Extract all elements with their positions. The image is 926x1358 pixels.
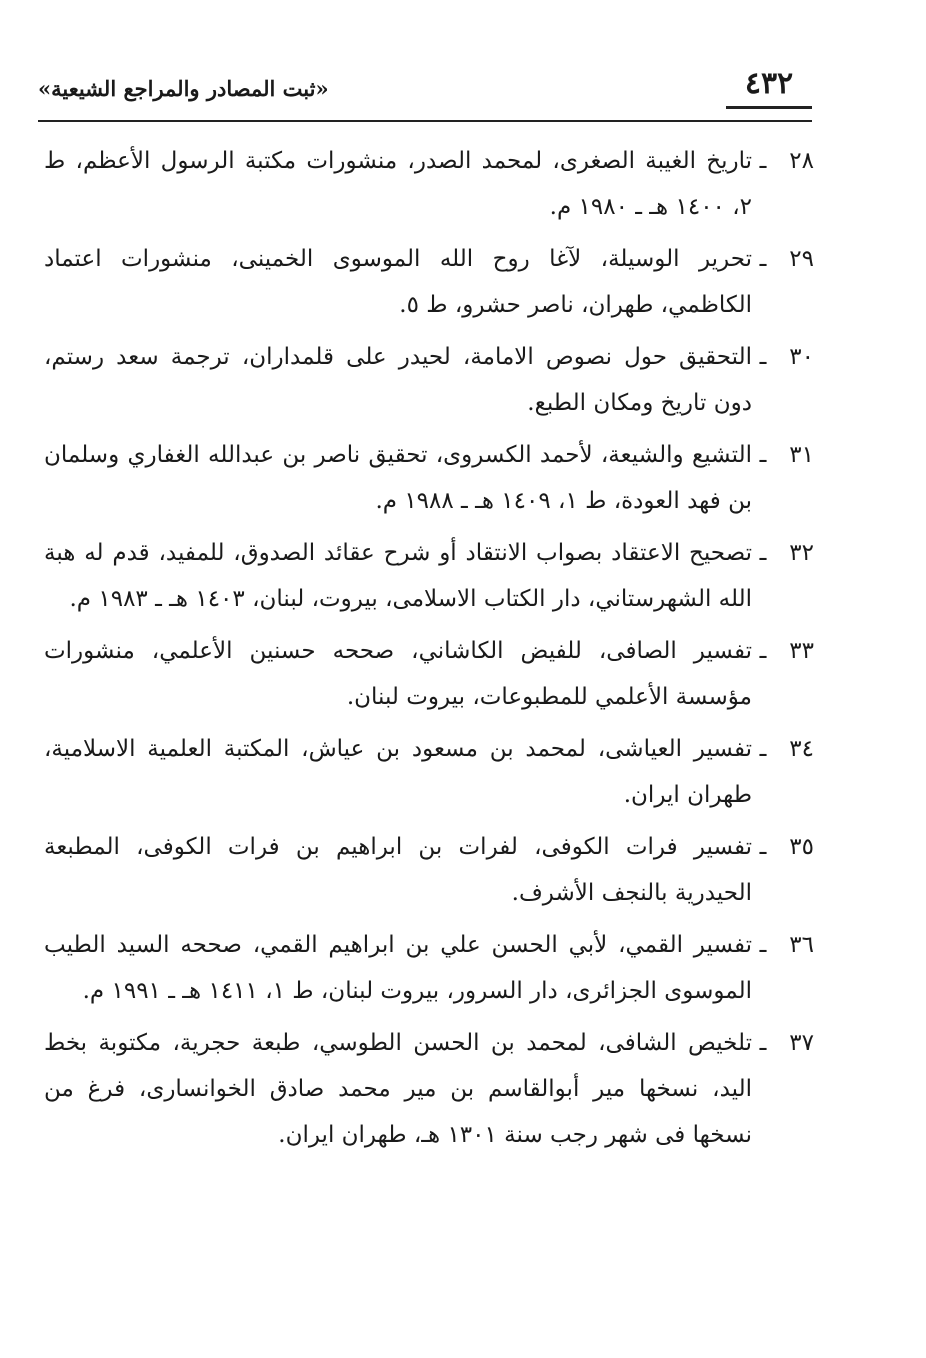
entry-dash: ـ bbox=[759, 1030, 767, 1056]
entry-dash: ـ bbox=[759, 344, 767, 370]
entry-dash: ـ bbox=[759, 736, 767, 762]
bibliography-entry bbox=[44, 138, 814, 230]
entry-number: ٣٥ bbox=[789, 834, 814, 860]
entry-text: تفسير الصافى، للفيض الكاشاني، صححه حسنين الأعلمي، منشورات مؤسسة الأعلمي للمطبوعات، بيروت لبنان. bbox=[44, 638, 752, 710]
entry-text: التشيع والشيعة، لأحمد الكسروى، تحقيق ناصر بن عبدالله الغفاري وسلمان بن فهد العودة، ط ١، ١٤٠٩ هـ ـ ١٩٨٨ م. bbox=[44, 442, 752, 514]
bibliography-entry bbox=[44, 922, 814, 1014]
entry-number: ٢٨ bbox=[789, 148, 814, 174]
entry-number: ٣٣ bbox=[789, 638, 814, 664]
entry-text: تفسير العياشى، لمحمد بن مسعود بن عياش، المكتبة العلمية الاسلامية، طهران ايران. bbox=[44, 736, 752, 808]
entry-dash: ـ bbox=[759, 834, 767, 860]
entry-number: ٣٧ bbox=[789, 1030, 814, 1056]
entry-text: تحرير الوسيلة، لآغا روح الله الموسوى الخمينى، منشورات اعتماد الكاظمي، طهران، ناصر حشرو، ط ٥. bbox=[44, 246, 752, 318]
entry-dash: ـ bbox=[759, 932, 767, 958]
bibliography-entry bbox=[44, 628, 814, 720]
bibliography-entry bbox=[44, 236, 814, 328]
entry-dash: ـ bbox=[759, 246, 767, 272]
entry-number: ٣٦ bbox=[789, 932, 814, 958]
page-number-underline bbox=[726, 106, 812, 109]
entry-number: ٢٩ bbox=[789, 246, 814, 272]
entry-dash: ـ bbox=[759, 540, 767, 566]
entry-text: تاريخ الغيبة الصغرى، لمحمد الصدر، منشورات مكتبة الرسول الأعظم، ط ٢، ١٤٠٠ هـ ـ ١٩٨٠ م. bbox=[44, 148, 752, 220]
bibliography-entry bbox=[44, 334, 814, 426]
page-header bbox=[38, 64, 812, 114]
entry-number: ٣٤ bbox=[789, 736, 814, 762]
bibliography-entry bbox=[44, 726, 814, 818]
entry-number: ٣٢ bbox=[789, 540, 814, 566]
bibliography-entry bbox=[44, 1020, 814, 1158]
entry-text: تفسير فرات الكوفى، لفرات بن ابراهيم بن فرات الكوفى، المطبعة الحيدرية بالنجف الأشرف. bbox=[44, 834, 752, 906]
entry-dash: ـ bbox=[759, 148, 767, 174]
entry-text: تصحيح الاعتقاد بصواب الانتقاد أو شرح عقائد الصدوق، للمفيد، قدم له هبة الله الشهرستاني، دار الكتاب الاسلامى، بيروت، لبنان، ١٤٠٣ هـ ـ ١٩٨٣ م. bbox=[44, 540, 752, 612]
entry-text: تلخيص الشافى، لمحمد بن الحسن الطوسي، طبعة حجرية، مكتوبة بخط اليد، نسخها مير أبوالقاسم بن مير محمد صادق الخوانسارى، فرغ من نسخها فى شهر رجب سنة ١٣٠١ هـ، طهران ايران. bbox=[44, 1030, 752, 1148]
bibliography-entry bbox=[44, 824, 814, 916]
header-divider bbox=[38, 120, 812, 122]
running-title: «ثبت المصادر والمراجع الشيعية» bbox=[38, 76, 329, 101]
entry-number: ٣١ bbox=[789, 442, 814, 468]
bibliography-entry bbox=[44, 432, 814, 524]
bibliography-list bbox=[44, 138, 814, 1164]
bibliography-entry bbox=[44, 530, 814, 622]
entry-dash: ـ bbox=[759, 442, 767, 468]
entry-number: ٣٠ bbox=[789, 344, 814, 370]
page-number: ٤٣٢ bbox=[744, 66, 794, 101]
entry-text: التحقيق حول نصوص الامامة، لحيدر على قلمداران، ترجمة سعد رستم، دون تاريخ ومكان الطبع. bbox=[44, 344, 752, 416]
entry-text: تفسير القمي، لأبي الحسن علي بن ابراهيم القمي، صححه السيد الطيب الموسوى الجزائرى، دار السرور، بيروت لبنان، ط ١، ١٤١١ هـ ـ ١٩٩١ م. bbox=[44, 932, 752, 1004]
entry-dash: ـ bbox=[759, 638, 767, 664]
